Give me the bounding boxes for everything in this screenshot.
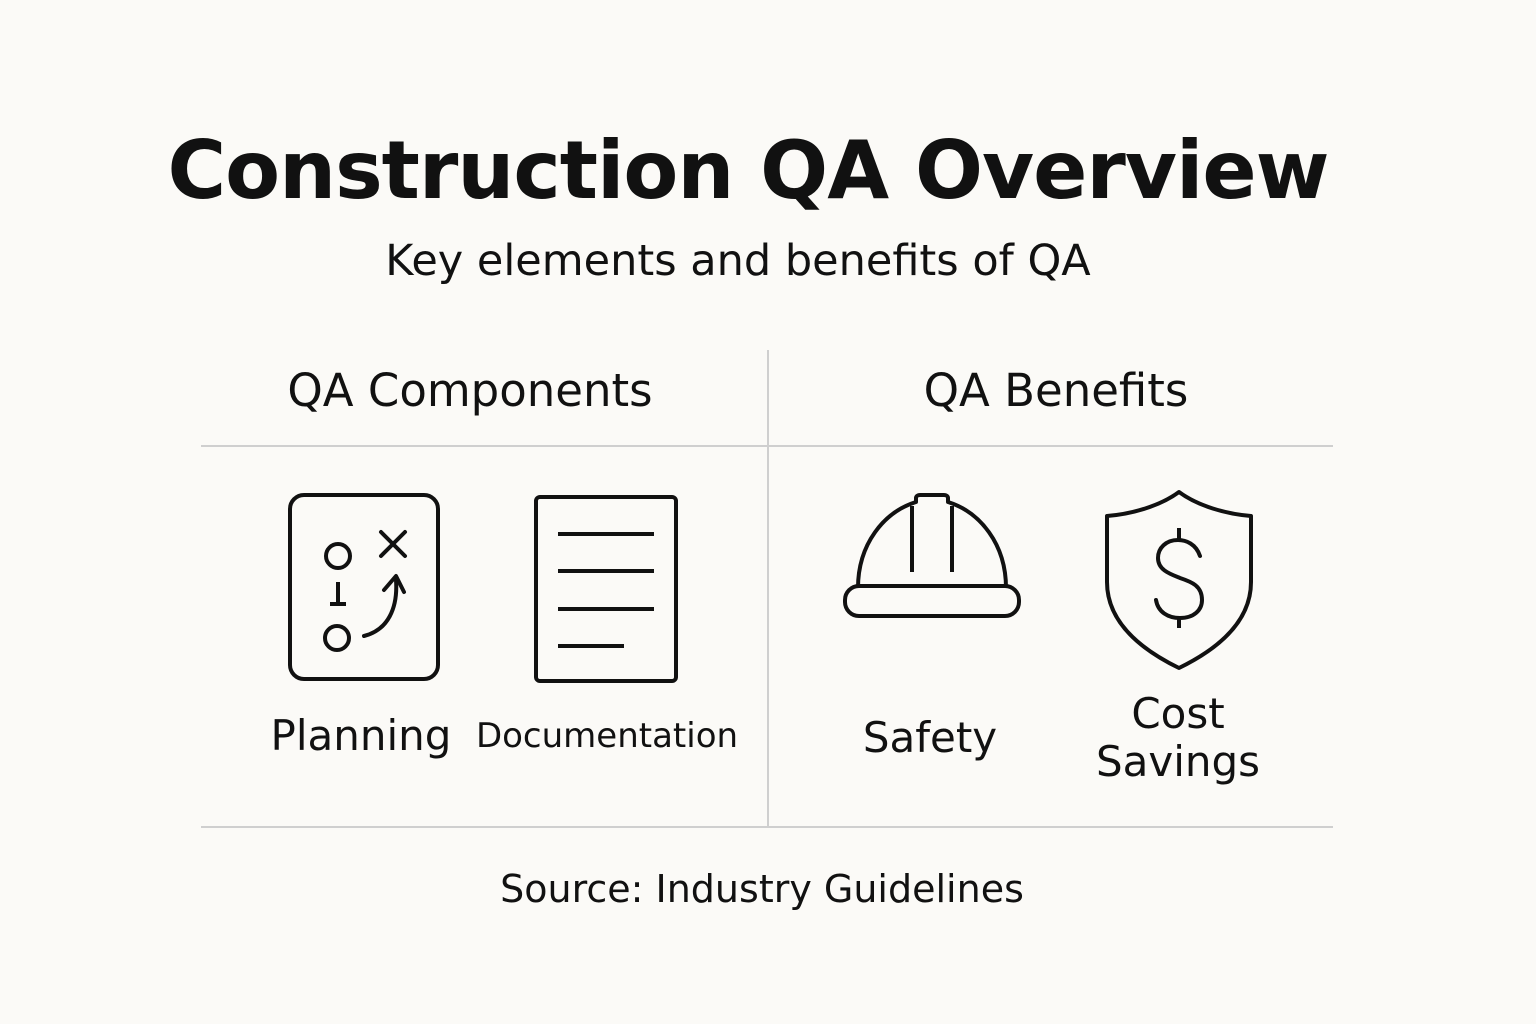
document-icon: [530, 492, 682, 686]
page-subtitle: Key elements and benefits of QA: [385, 236, 1091, 286]
header-divider: [201, 445, 1333, 447]
cost-savings-label: [1066, 690, 1290, 786]
safety-label: Safety: [862, 713, 998, 762]
planning-board-icon: [284, 490, 444, 686]
benefits-heading: QA Benefits: [923, 364, 1189, 417]
center-divider: [767, 350, 769, 826]
components-heading: QA Components: [287, 364, 653, 417]
dollar-shield-icon: [1100, 486, 1258, 676]
page-title: Construction QA Overview: [167, 124, 1329, 217]
documentation-label: Documentation: [475, 716, 739, 756]
source-note: Source: Industry Guidelines: [500, 867, 1024, 911]
cost-savings-line1: Cost: [1131, 689, 1225, 738]
hard-hat-icon: [840, 492, 1024, 626]
cost-savings-line2: Savings: [1095, 737, 1261, 786]
planning-label: Planning: [270, 711, 452, 760]
bottom-divider: [201, 826, 1333, 828]
